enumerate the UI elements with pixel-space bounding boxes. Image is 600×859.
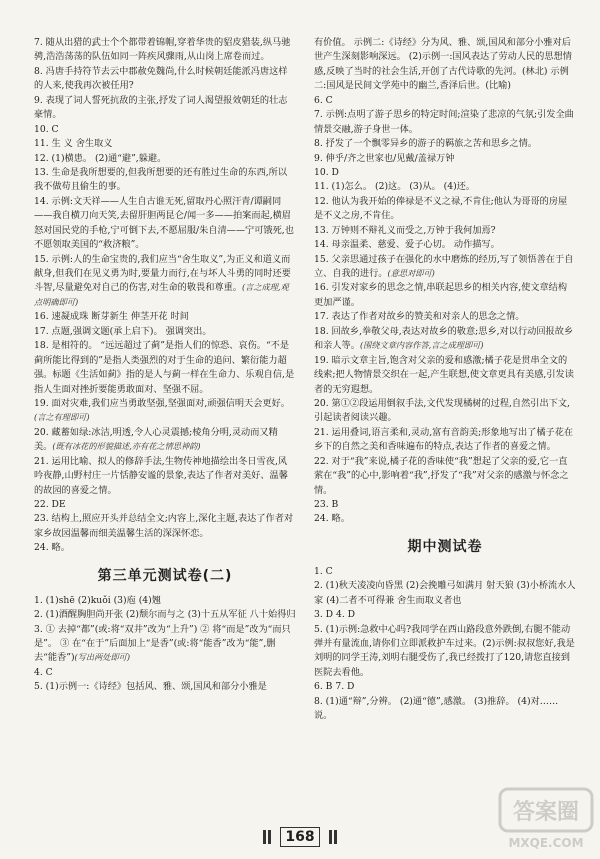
right-column [314, 36, 576, 724]
answer-text: 14. 母亲温柔、慈爱、爱子心切。 动作描写。 [314, 239, 500, 251]
answer-item [314, 695, 576, 724]
answer-item [314, 238, 576, 252]
answer-item [34, 512, 296, 541]
watermark-title: 答案圈 [512, 800, 580, 825]
answer-item [34, 498, 296, 512]
answer-text: 1. (1)shē (2)kuǒi (3)庖 (4)翘 [34, 594, 161, 606]
answer-text: 12. (1)横患。 (2)通“避”,躲避。 [34, 152, 167, 164]
answer-item [314, 455, 576, 498]
answer-item [314, 152, 576, 166]
answer-item [314, 579, 576, 608]
section-title: 第三单元测试卷(二) [97, 567, 233, 584]
answer-text: 9. 表现了词人誓死抗敌的主张,抒发了词人渴望报效朝廷的壮志豪情。 [34, 94, 288, 121]
answer-text: 11. 生 义 舍生取义 [34, 138, 113, 150]
answer-text: 6. C [314, 94, 333, 106]
watermark-logo [498, 787, 594, 853]
answer-item [314, 195, 576, 224]
answer-item [34, 623, 296, 666]
answer-text: 1. C [314, 565, 333, 577]
answer-text: 13. 生命是我所想要的,但我所想要的还有胜过生命的东西,所以我不做苟且偷生的事。 [34, 166, 288, 193]
answer-item [314, 325, 576, 354]
answer-text: 6. B 7. D [314, 681, 355, 693]
answer-item [34, 666, 296, 680]
answer-item [314, 397, 576, 426]
answer-note: (言之有理即可) [34, 412, 90, 423]
answer-note: (言之成理,观点明确即可) [34, 282, 289, 307]
answer-text: 8. 冯唐手持符节去云中郡赦免魏尚,什么时候朝廷能派冯唐这样的人来,使我再次被任用? [34, 65, 288, 92]
answer-item [314, 224, 576, 238]
answer-text: 24. 略。 [314, 513, 350, 525]
answer-item [34, 339, 296, 397]
answer-note: (围绕文章内容作答,言之成理即可) [359, 340, 484, 351]
answer-text: 23. 结构上,照应开头并总结全文;内容上,深化主题,表达了作者对家乡故园温馨而细美温馨生活的深深怀恋。 [34, 513, 294, 539]
answer-text: 7. 示例:点明了游子思乡的特定时间;渲染了悲凉的气氛;引发全曲情景交融,游子身世一体。 [314, 109, 574, 135]
answer-text: 21. 运用叠词,语言柔和,灵动,富有音韵美;形象地写出了橘子花在乡下的自然之美和香味遍布的特点,表达了作者的喜爱之情。 [314, 426, 574, 453]
answer-text: 7. 随从出猎的武士个个都带着锦帽,穿着华贵的貂皮猎装,纵马驰骋,浩浩荡荡的队伍如同一阵疾风骤雨,从山岗上席卷而过。 [34, 37, 291, 63]
answer-text: 22. DE [34, 499, 66, 510]
answer-note: (既有冰花的形貌描述,亦有花之情思神韵) [52, 441, 201, 452]
answer-text: 20. 第①②段运用倒叙手法,文代发现橘树的过程,自然引出下文,引起读者阅读兴趣。 [314, 397, 570, 424]
watermark-url: MXQE.COM [508, 836, 584, 850]
answer-text: 10. D [314, 166, 339, 178]
answer-item [34, 166, 296, 195]
answer-text: 17. 表达了作者对故乡的赞美和对亲人的思念之情。 [314, 311, 525, 323]
answer-item [34, 426, 296, 455]
answer-text: 11. (1)怎么。 (2)这。 (3)从。 (4)还。 [314, 181, 476, 193]
answer-text: 23. B [314, 499, 339, 510]
answer-text: 22. 对于“我”来说,橘子花的香味使“我”想起了父亲的爱,它一直萦在“我”的心中,影响着“我”,抒发了“我”对父亲的感激与怀念之情。 [314, 455, 569, 496]
answer-text: 16. 速凝成珠 断芽新生 伸茎开花 时间 [34, 311, 189, 323]
answer-text: 21. 运用比喻、拟人的修辞手法,生物传神地描绘出冬日雪夜,风吟夜静,山野村庄一片恬静安谧的景象,表达了作者对美好、温馨的故园的喜爱之情。 [34, 455, 288, 496]
answer-item [34, 65, 296, 94]
answer-item [314, 166, 576, 180]
answer-note: (写出两处即可) [74, 652, 131, 663]
answer-text: 4. C [34, 666, 53, 678]
answer-item [34, 253, 296, 311]
answer-text: 2. (1)秋天凌凌向昏黑 (2)会挽雕弓如满月 射天狼 (3)小桥流水人家 (4)二者不可得兼 舍生而取义者也 [314, 580, 576, 606]
answer-item [34, 325, 296, 339]
answer-item [314, 310, 576, 324]
answer-text: 有价值。 示例二:《诗经》分为风、雅、颂,国风和部分小雅对后世产生深刻影响深远。 (2)示例一:国风表达了劳动人民的思想情感,反映了当时的社会生活,开创了古代诗歌的先河。(林北) 示例二:国风是民间文学苑中的幽兰,香泽后世。(比喻) [314, 37, 572, 92]
answer-text: 15. 父亲思通过孩子在强化的水中磨炼的经历,写了领悟善在于自立、自我的进行。 [314, 253, 574, 279]
answer-item [314, 94, 576, 108]
answer-item [34, 36, 296, 65]
left-column [34, 36, 296, 695]
answer-text: 8. 抒发了一个飘零异乡的游子的羁旅之苦和思乡之情。 [314, 138, 537, 150]
answer-item [314, 180, 576, 194]
answer-text: 13. 万钟则不辩礼义而受之,万钟于我何加焉? [314, 224, 496, 236]
answer-item [34, 123, 296, 137]
answer-text: 9. 伸乎/齐之世家也/见戴/盖禄万钟 [314, 152, 455, 164]
answer-item [314, 512, 576, 526]
answer-item [314, 137, 576, 151]
answer-text: 12. 他认为我开始的俸禄是不义之禄,不肯住;他认为哥哥的房屋是不义之房,不肯住。 [314, 195, 568, 222]
answer-item [314, 108, 576, 137]
answer-item [34, 94, 296, 123]
answer-text: 5. (1)示例一:《诗经》包括风、雅、颂,国风和部分小雅是 [34, 681, 267, 693]
answer-text: 18. 是相符的。 “远远超过了蓟”是指人们的惊恐、哀伤。“不是蓟所能比得到的”是指人类强烈的对于生命的追问、繁衍能力超强。标题《生活如蓟》指的是人与蓟一样在生命力、乐观自信,是指人生面对挫折要能勇敢面对、坚强不屈。 [34, 340, 295, 395]
answer-item [34, 137, 296, 151]
answer-item [34, 397, 296, 426]
answer-text: 17. 点题,强调文题(承上启下)。 强调突出。 [34, 325, 212, 337]
answer-item [34, 541, 296, 555]
answer-text: 19. 暗示文章主旨,饱含对父亲的爱和感激;橘子花是贯串全文的线索;把人物情景交织在一起,产生联想,使文章更具有美感,引发读者的无穷遐想。 [314, 354, 574, 395]
answer-item [34, 455, 296, 498]
answer-text: 8. (1)通“辩”,分辨。 (2)通“德”,感激。 (3)推辞。 (4)对……说。 [314, 695, 559, 722]
answer-item [314, 565, 576, 579]
answer-text: 10. C [34, 123, 59, 135]
answer-text: 15. 示例:人的生命宝贵的,我们应当“舍生取义”,为正义和道义而献身,但我们在见义勇为时,要量力而行,在与坏人斗勇的同时还要斗智,尽量避免对自己的伤害,对生命的敬畏和尊重。 [34, 253, 291, 294]
answer-item [314, 354, 576, 397]
answer-item [314, 281, 576, 310]
answer-text: 19. 面对灾难,我们应当勇敢坚强,坚强面对,顽强信明天会更好。 [34, 397, 290, 409]
page-number-value: 168 [280, 827, 319, 847]
answer-text: 16. 引发对家乡的思念之情,串联起思乡的相关内容,使文章结构更加严谨。 [314, 282, 568, 308]
answer-text: 14. 示例:文天祥——人生自古谁无死,留取丹心照汗青/谭嗣同——我自横刀向天笑,去留肝胆两昆仑/闻一多——拍案而起,横眉怒对国民党的手枪,宁可倒下去,不愿屈服/朱自清——宁可饿死,也不愿领取美国的“救济粮”。 [34, 195, 294, 251]
answer-text: 3. D 4. D [314, 609, 356, 621]
answer-text: 18. 回故乡,拳敬父母,表达对故乡的敬意;思乡,对以行动回报故乡和亲人等。 [314, 325, 574, 352]
answer-item [34, 195, 296, 253]
section-title: 期中测试卷 [407, 538, 483, 555]
answer-text: 3. ① 去掉“都”(或:将“双井”改为“上升”) ② 将“而是”改为“而只是”。 ③ 在“在于”后面加上“是香”(或:将“能香”改为“能”,删去“能香”) [34, 623, 291, 664]
answer-item [34, 594, 296, 608]
answer-item [314, 608, 576, 622]
answer-item [314, 253, 576, 282]
answer-note: (意思对即可) [387, 268, 435, 278]
answer-item [34, 152, 296, 166]
answer-text: 5. (1)示例:急救中心吗?我同学在西山路段意外跌倒,右腿不能动弹并有量流血,请你们立即派救护车过来。(2)示例:叔叔您好,我是刘明的同学王涛,刘明右腿受伤了,我已经拨打了120,请您直接到医院去看他。 [314, 623, 575, 678]
answer-item [314, 426, 576, 455]
answer-item [314, 498, 576, 512]
answer-item [314, 680, 576, 694]
answer-text: 20. 藏蓄如绿:冰洁,明透,令人心灵震撼;棱角分明,灵动而又精美。 [34, 426, 278, 453]
answer-item [314, 36, 576, 94]
answer-item [34, 680, 296, 694]
answer-item [314, 623, 576, 681]
answer-item [34, 310, 296, 324]
answer-text: 24. 略。 [34, 542, 70, 554]
answer-item [34, 608, 296, 622]
answer-text: 2. (1)酒醒胸胆尚开张 (2)颓尔而与之 (3)十五从军征 八十始得归 [34, 609, 296, 621]
